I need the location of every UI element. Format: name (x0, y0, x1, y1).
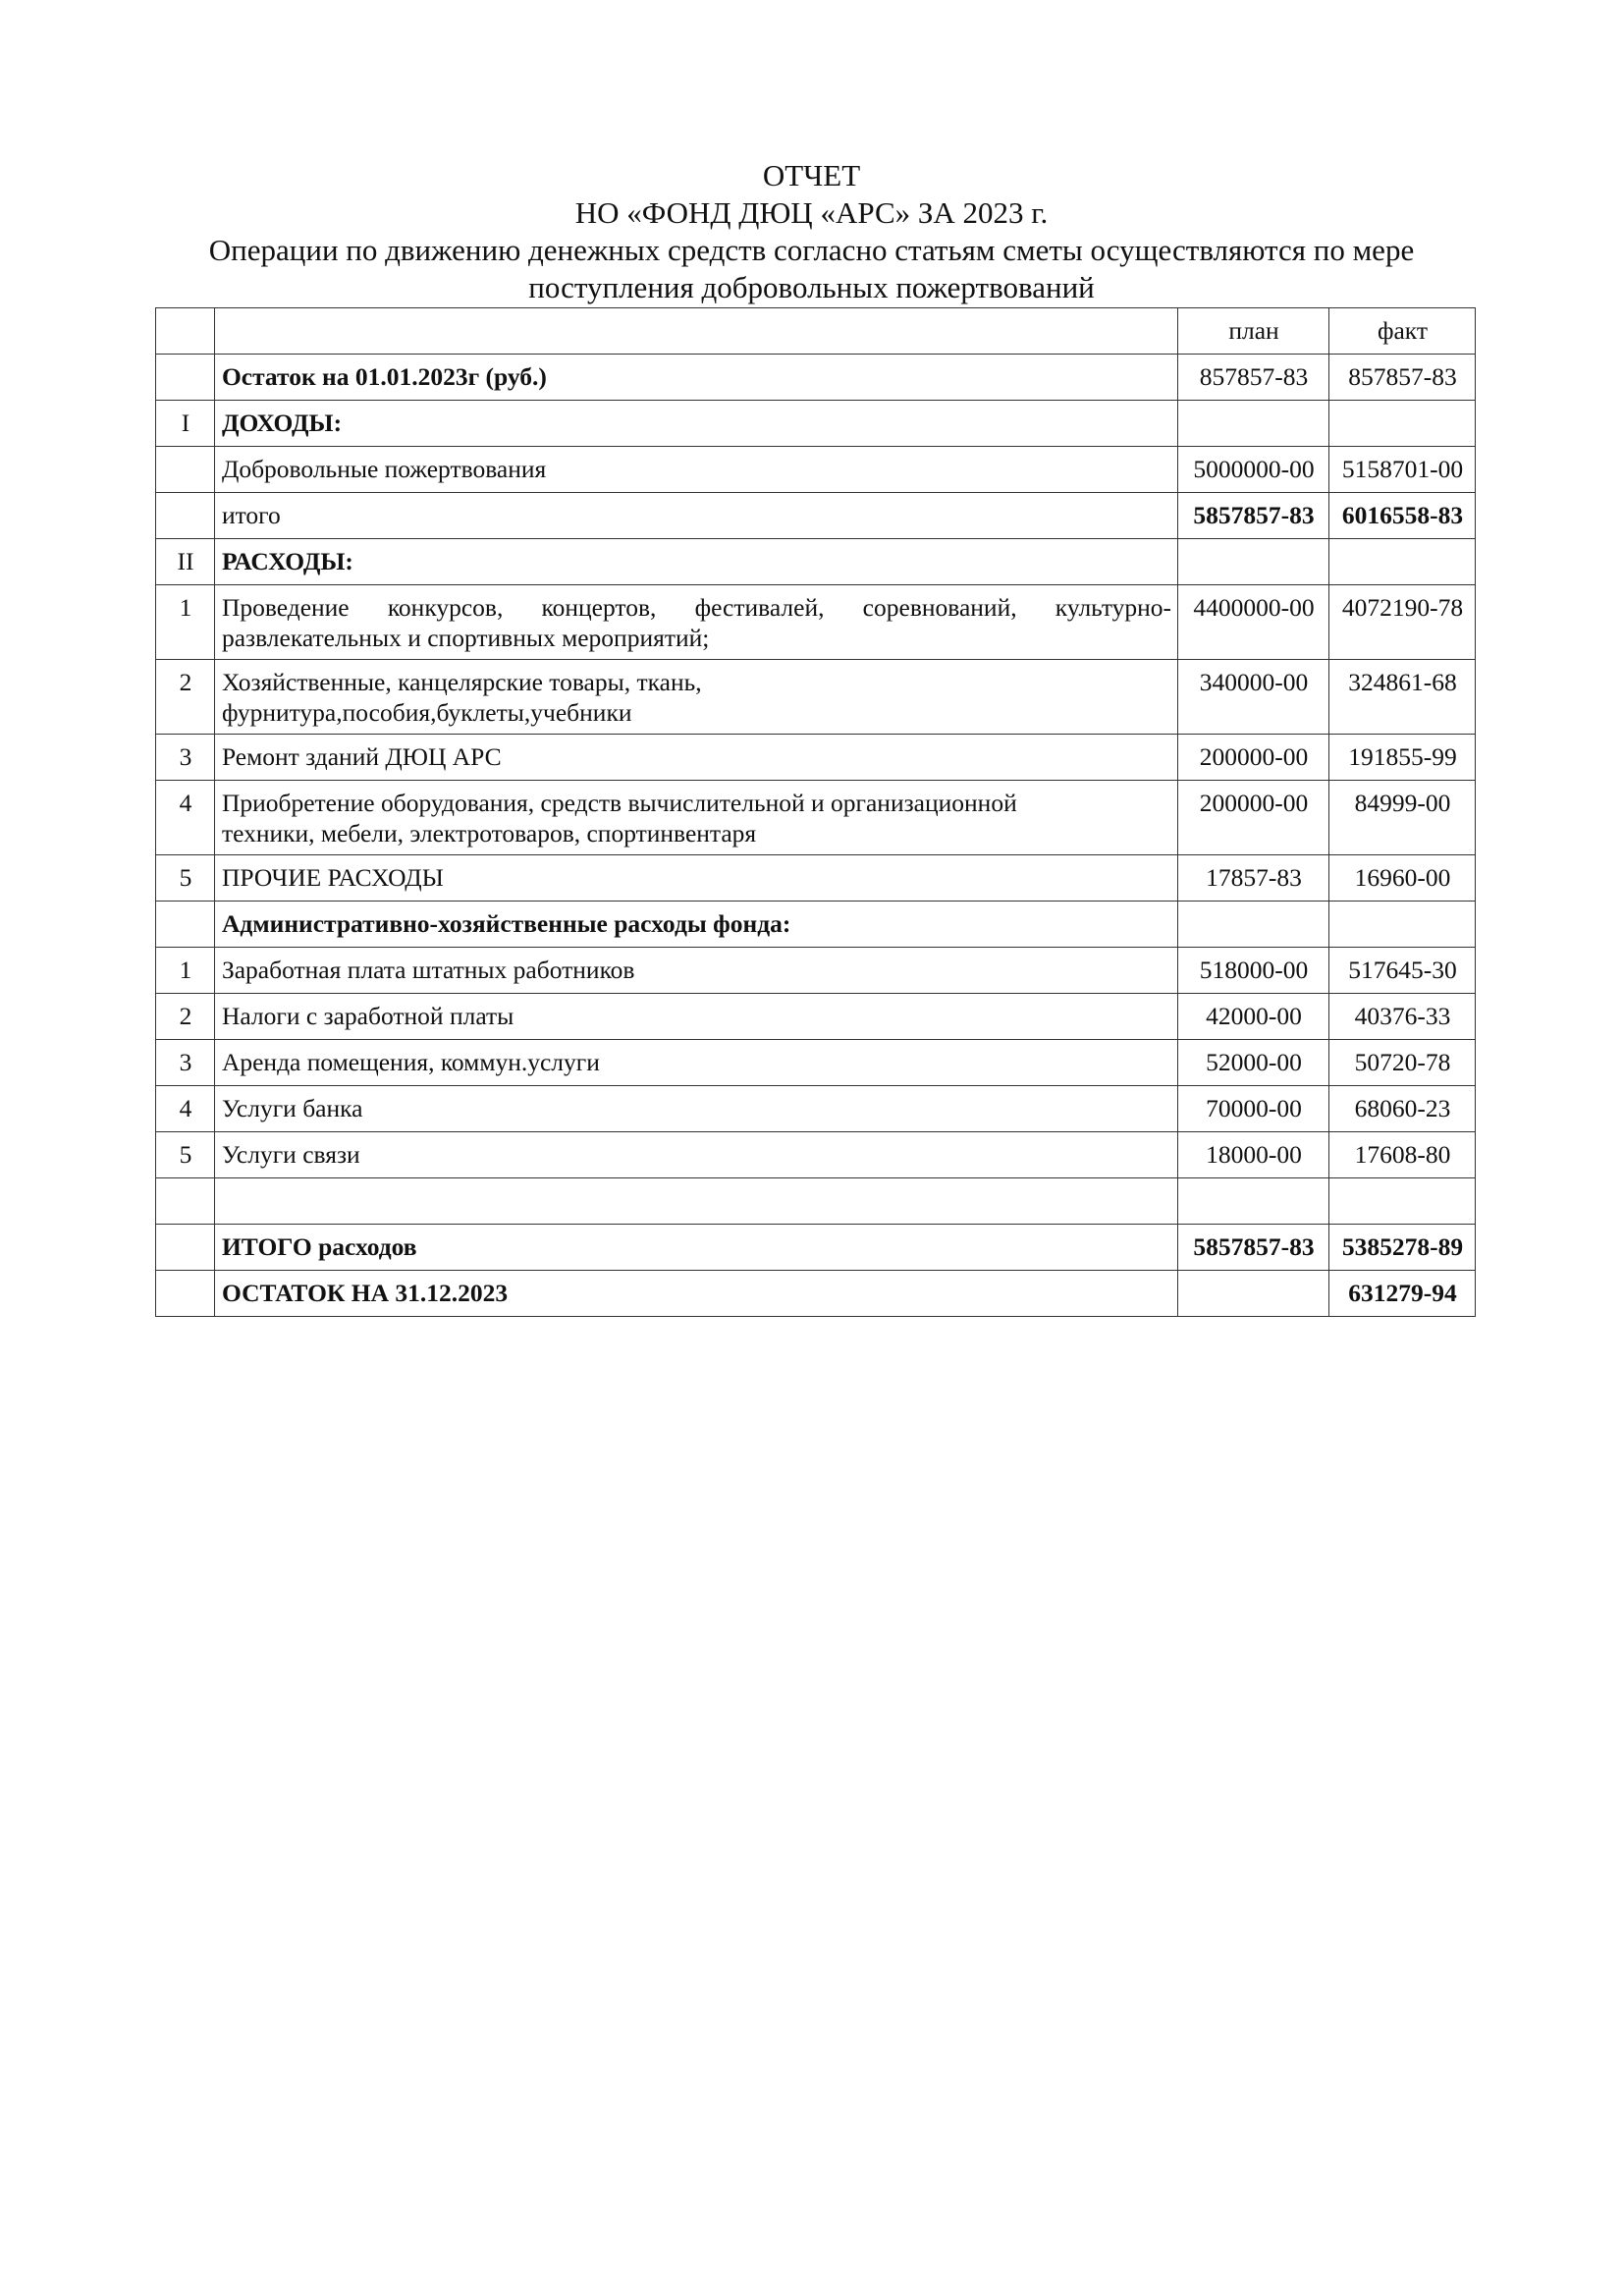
total-expenses-label: ИТОГО расходов (214, 1225, 1177, 1271)
closing-balance-fact: 631279-94 (1329, 1271, 1476, 1317)
income-section-num: I (156, 401, 215, 447)
admin-section-row (156, 902, 1476, 948)
expense-item-label: Ремонт зданий ДЮЦ АРС (214, 735, 1177, 781)
expense-item-fact: 16960-00 (1329, 855, 1476, 902)
opening-balance-label: Остаток на 01.01.2023г (руб.) (214, 355, 1177, 401)
expense-item-label (214, 781, 1177, 855)
table-row (156, 1086, 1476, 1132)
expense-item-label-line2: фурнитура,пособия,буклеты,учебники (221, 698, 632, 727)
table-row (156, 781, 1476, 855)
admin-item-label: Услуги банка (214, 1086, 1177, 1132)
row-num: 5 (156, 855, 215, 902)
admin-item-plan: 52000-00 (1178, 1040, 1329, 1086)
total-expenses-row (156, 1225, 1476, 1271)
admin-item-plan: 518000-00 (1178, 948, 1329, 994)
expense-item-label-line1: Приобретение оборудования, средств вычислительной и организационной (221, 789, 1017, 817)
closing-balance-label: ОСТАТОК НА 31.12.2023 (214, 1271, 1177, 1317)
admin-item-fact: 17608-80 (1329, 1132, 1476, 1178)
income-item-label: Добровольные пожертвования (214, 447, 1177, 493)
table-row (156, 585, 1476, 660)
column-header-plan: план (1178, 308, 1329, 355)
row-num: 4 (156, 781, 215, 855)
admin-item-plan: 18000-00 (1178, 1132, 1329, 1178)
expense-item-plan: 4400000-00 (1178, 585, 1329, 660)
income-total-label: итого (214, 493, 1177, 539)
expense-item-fact: 191855-99 (1329, 735, 1476, 781)
total-expenses-fact: 5385278-89 (1329, 1225, 1476, 1271)
table-header-row (156, 308, 1476, 355)
income-item-fact: 5158701-00 (1329, 447, 1476, 493)
empty-row (156, 1178, 1476, 1225)
total-expenses-plan: 5857857-83 (1178, 1225, 1329, 1271)
report-subtitle: НО «ФОНД ДЮЦ «АРС» ЗА 2023 г. (574, 195, 1049, 230)
expense-item-fact: 84999-00 (1329, 781, 1476, 855)
expense-item-label-line1: Хозяйственные, канцелярские товары, ткань, (221, 668, 702, 696)
row-num: 1 (156, 948, 215, 994)
income-section-row (156, 401, 1476, 447)
table-row (156, 660, 1476, 735)
admin-item-fact: 68060-23 (1329, 1086, 1476, 1132)
column-header-fact: факт (1329, 308, 1476, 355)
report-title: ОТЧЕТ (762, 158, 861, 192)
expense-item-fact: 4072190-78 (1329, 585, 1476, 660)
expenses-section-label: РАСХОДЫ: (214, 539, 1177, 585)
income-section-label: ДОХОДЫ: (214, 401, 1177, 447)
table-row (156, 447, 1476, 493)
row-num: 2 (156, 994, 215, 1040)
expense-item-label: Проведение конкурсов, концертов, фестивалей, соревнований, культурно-развлекательных и спортивных мероприятий; (214, 585, 1177, 660)
row-num: 4 (156, 1086, 215, 1132)
row-num: 3 (156, 735, 215, 781)
closing-balance-plan (1178, 1271, 1329, 1317)
admin-item-plan: 42000-00 (1178, 994, 1329, 1040)
table-row (156, 855, 1476, 902)
admin-item-label: Услуги связи (214, 1132, 1177, 1178)
report-description-line1: Операции по движению денежных средств согласно статьям сметы осуществляются по мере (208, 233, 1415, 267)
table-row (156, 948, 1476, 994)
expense-item-plan: 200000-00 (1178, 735, 1329, 781)
report-table (155, 307, 1476, 1317)
opening-balance-fact: 857857-83 (1329, 355, 1476, 401)
admin-section-label: Административно-хозяйственные расходы фонда: (214, 902, 1177, 948)
closing-balance-row (156, 1271, 1476, 1317)
income-total-fact: 6016558-83 (1329, 493, 1476, 539)
report-header (147, 157, 1476, 306)
expense-item-label-line2: техники, мебели, электротоваров, спортинвентаря (221, 819, 757, 847)
admin-item-fact: 50720-78 (1329, 1040, 1476, 1086)
income-item-plan: 5000000-00 (1178, 447, 1329, 493)
expense-item-plan: 200000-00 (1178, 781, 1329, 855)
expenses-section-num: II (156, 539, 215, 585)
table-row (156, 1132, 1476, 1178)
admin-item-fact: 517645-30 (1329, 948, 1476, 994)
admin-item-label: Заработная плата штатных работников (214, 948, 1177, 994)
cell-empty (156, 308, 215, 355)
opening-balance-plan: 857857-83 (1178, 355, 1329, 401)
table-row (156, 994, 1476, 1040)
income-total-plan: 5857857-83 (1178, 493, 1329, 539)
expense-item-fact: 324861-68 (1329, 660, 1476, 735)
admin-item-plan: 70000-00 (1178, 1086, 1329, 1132)
admin-item-label: Аренда помещения, коммун.услуги (214, 1040, 1177, 1086)
opening-balance-row (156, 355, 1476, 401)
row-num: 2 (156, 660, 215, 735)
cell-empty (214, 308, 1177, 355)
admin-item-fact: 40376-33 (1329, 994, 1476, 1040)
row-num: 3 (156, 1040, 215, 1086)
expense-item-plan: 340000-00 (1178, 660, 1329, 735)
table-row (156, 1040, 1476, 1086)
admin-item-label: Налоги с заработной платы (214, 994, 1177, 1040)
expense-item-label (214, 660, 1177, 735)
income-total-row (156, 493, 1476, 539)
row-num: 5 (156, 1132, 215, 1178)
expense-item-label: ПРОЧИЕ РАСХОДЫ (214, 855, 1177, 902)
report-description-line2: поступления добровольных пожертвований (528, 270, 1095, 304)
row-num: 1 (156, 585, 215, 660)
table-row (156, 735, 1476, 781)
expense-item-plan: 17857-83 (1178, 855, 1329, 902)
expenses-section-row (156, 539, 1476, 585)
